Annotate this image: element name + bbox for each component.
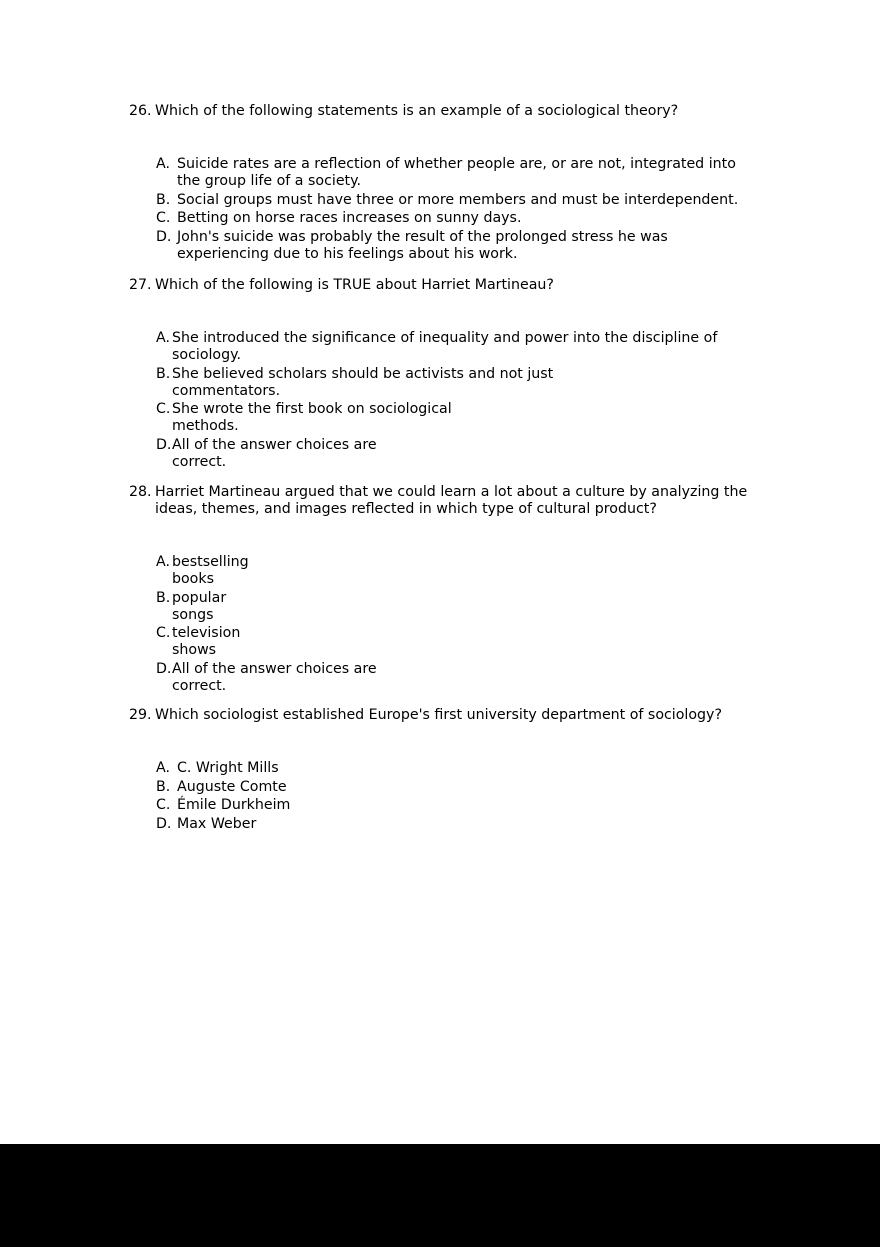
question-text: Which of the following is TRUE about Harriet Martineau? — [155, 277, 554, 293]
bottom-black-band — [0, 1144, 880, 1247]
option-letter: C. — [156, 625, 171, 641]
option-letter: D. — [156, 228, 172, 245]
option-text: Max Weber — [177, 815, 257, 832]
option-b — [156, 366, 566, 400]
option-letter: A. — [156, 760, 170, 776]
option-text: All of the answer choices are correct. — [172, 436, 377, 470]
question-text: Which of the following statements is an example of a sociological theory? — [155, 103, 679, 119]
option-letter: B. — [156, 365, 171, 382]
option-d — [156, 229, 756, 263]
answer-options — [156, 554, 779, 695]
question-number: 28. — [129, 484, 152, 500]
option-a — [156, 760, 756, 777]
option-letter: A. — [156, 330, 170, 346]
option-letter: D. — [156, 660, 172, 677]
question-26 — [129, 103, 779, 264]
option-text: Émile Durkheim — [177, 797, 291, 813]
option-c — [156, 625, 256, 659]
option-b — [156, 590, 256, 624]
option-text: popular songs — [172, 589, 227, 623]
option-d — [156, 816, 756, 833]
question-number: 27. — [129, 277, 152, 293]
option-text: Suicide rates are a reflection of whether people are, or are not, integrated into the group life of a society. — [177, 156, 736, 189]
option-letter: D. — [156, 436, 172, 453]
option-text: All of the answer choices are correct. — [172, 660, 377, 694]
question-number: 29. — [129, 707, 152, 723]
option-text: She believed scholars should be activists and not just commentators. — [172, 365, 554, 399]
option-b — [156, 779, 756, 796]
option-text: Betting on horse races increases on sunny days. — [177, 210, 522, 226]
question-29 — [129, 707, 779, 834]
question-27 — [129, 277, 779, 472]
question-text: Harriet Martineau argued that we could learn a lot about a culture by analyzing the ideas, themes, and images reflected in which type of cultural product? — [155, 484, 748, 517]
option-letter: D. — [156, 815, 172, 832]
answer-options — [156, 330, 779, 471]
option-a — [156, 330, 731, 364]
option-d — [156, 661, 386, 695]
option-c — [156, 797, 756, 814]
option-text: television shows — [172, 625, 241, 658]
option-text: She wrote the first book on sociological methods. — [172, 401, 452, 434]
question-number: 26. — [129, 103, 152, 119]
option-b — [156, 192, 756, 209]
option-text: C. Wright Mills — [177, 760, 279, 776]
option-letter: C. — [156, 401, 171, 417]
question-28 — [129, 484, 779, 696]
option-text: John's suicide was probably the result of the prolonged stress he was experiencing due to his feelings about his work. — [177, 228, 668, 262]
option-text: bestselling books — [172, 554, 249, 587]
option-letter: C. — [156, 210, 171, 226]
option-letter: B. — [156, 589, 171, 606]
option-c — [156, 210, 756, 227]
option-text: Social groups must have three or more members and must be interdependent. — [177, 191, 739, 208]
option-letter: A. — [156, 554, 170, 570]
question-text: Which sociologist established Europe's first university department of sociology? — [155, 707, 722, 723]
option-letter: C. — [156, 797, 171, 813]
option-c — [156, 401, 461, 435]
option-text: She introduced the significance of inequality and power into the discipline of sociology. — [172, 330, 718, 363]
option-text: Auguste Comte — [177, 778, 287, 795]
option-letter: A. — [156, 156, 170, 172]
question-stem — [129, 277, 779, 294]
question-stem — [129, 484, 759, 518]
option-a — [156, 156, 756, 190]
question-stem — [129, 707, 779, 724]
option-letter: B. — [156, 191, 171, 208]
question-stem — [129, 103, 779, 120]
option-letter: B. — [156, 778, 171, 795]
answer-options — [156, 156, 756, 263]
option-a — [156, 554, 256, 588]
answer-options — [156, 760, 756, 833]
option-d — [156, 437, 386, 471]
